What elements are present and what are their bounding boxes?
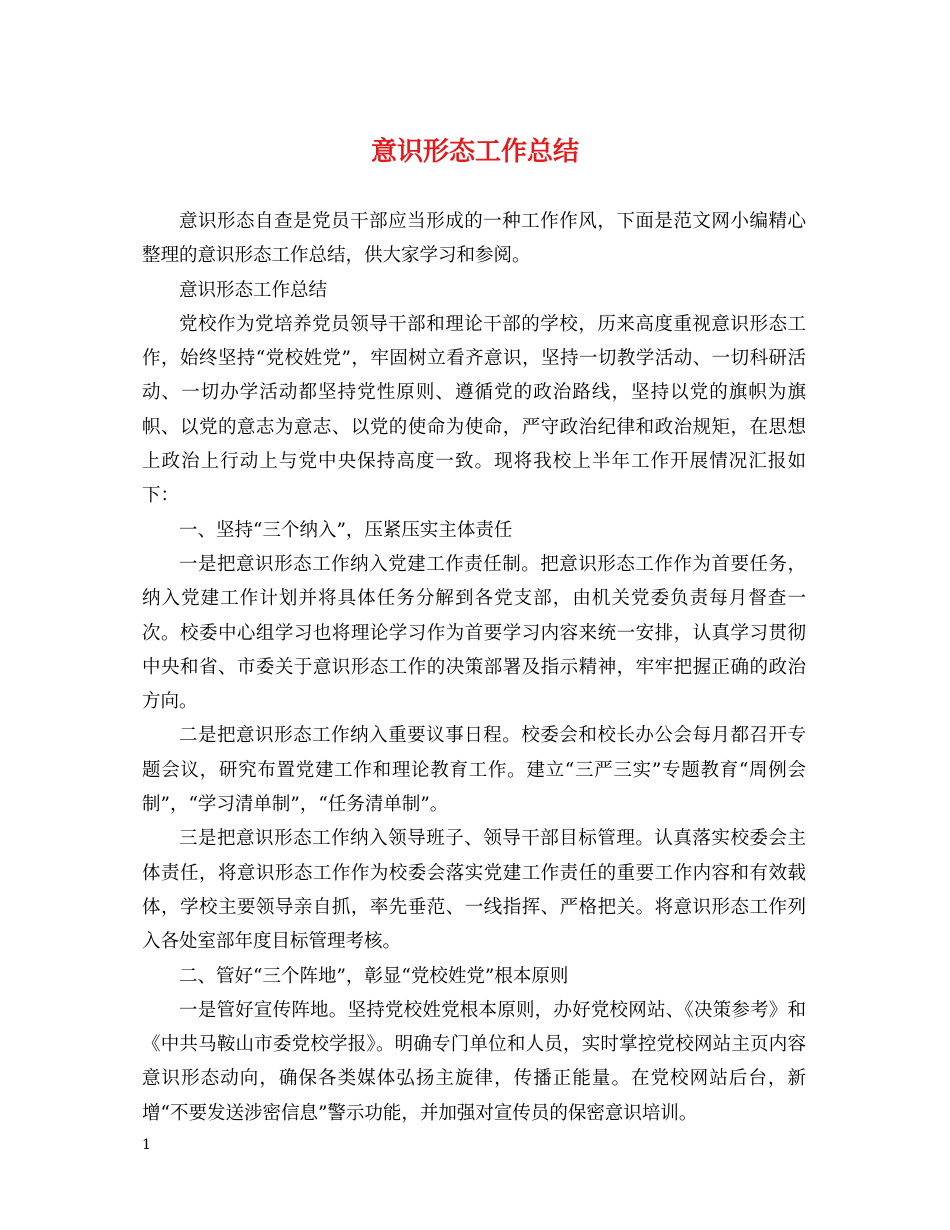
paragraph-intro: 意识形态自查是党员干部应当形成的一种工作作风，下面是范文网小编精心整理的意识形态工作总结，供大家学习和参阅。: [142, 211, 806, 267]
paragraph-1-3: 三是把意识形态工作纳入领导班子、领导干部目标管理。认真落实校委会主体责任，将意识形态工作作为校委会落实党建工作责任的重要工作内容和有效载体，学校主要领导亲自抓，率先垂范、一线指挥、严格把关。将意识形态工作列入各处室部年度目标管理考核。: [142, 828, 806, 953]
page-number: 1: [142, 1137, 151, 1153]
paragraph-1-2: 二是把意识形态工作纳入重要议事日程。校委会和校长办公会每月都召开专题会议，研究布置党建工作和理论教育工作。建立“三严三实”专题教育“周例会制”，“学习清单制”，“任务清单制”。: [142, 725, 806, 816]
section-heading-1: 一、坚持“三个纳入”，压紧压实主体责任: [179, 519, 513, 541]
document-body: [142, 205, 806, 1131]
paragraph-overview: 党校作为党培养党员领导干部和理论干部的学校，历来高度重视意识形态工作，始终坚持“党校姓党”，牢固树立看齐意识，坚持一切教学活动、一切科研活动、一切办学活动都坚持党性原则、遵循党的政治路线，坚持以党的旗帜为旗帜、以党的意志为意志、以党的使命为使命，严守政治纪律和政治规矩，在思想上政治上行动上与党中央保持高度一致。现将我校上半年工作开展情况汇报如下：: [142, 313, 806, 507]
document-title: 意识形态工作总结: [370, 137, 579, 167]
paragraph-1-1: 一是把意识形态工作纳入党建工作责任制。把意识形态工作作为首要任务，纳入党建工作计划并将具体任务分解到各党支部，由机关党委负责每月督查一次。校委中心组学习也将理论学习作为首要学习内容来统一安排，认真学习贯彻中央和省、市委关于意识形态工作的决策部署及指示精神，牢牢把握正确的政治方向。: [142, 553, 806, 713]
section-heading-2: 二、管好“三个阵地”，彰显“党校姓党”根本原则: [179, 965, 569, 987]
paragraph-2-1: 一是管好宣传阵地。坚持党校姓党根本原则，办好党校网站、《决策参考》和《中共马鞍山市委党校学报》。明确专门单位和人员，实时掌控党校网站主页内容意识形态动向，确保各类媒体弘扬主旋律，传播正能量。在党校网站后台，新增“不要发送涉密信息”警示功能，并加强对宣传员的保密意识培训。: [142, 999, 806, 1124]
paragraph-subtitle: 意识形态工作总结: [179, 279, 328, 301]
